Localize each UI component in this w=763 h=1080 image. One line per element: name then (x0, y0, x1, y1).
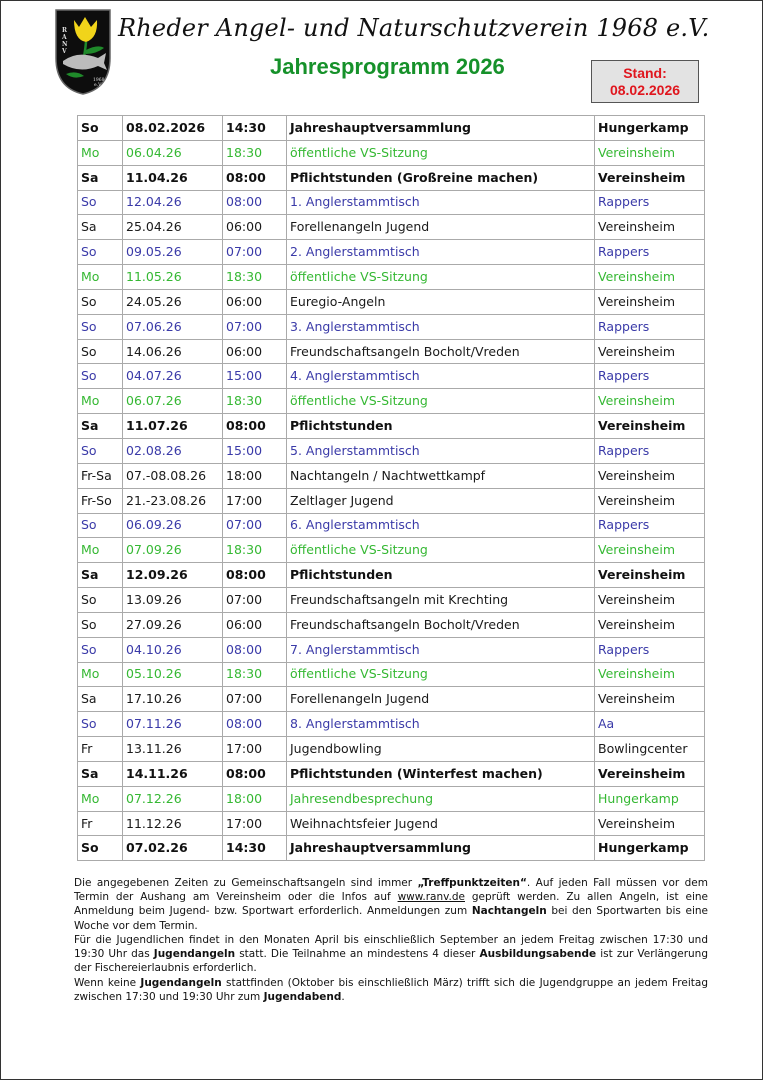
event-row (78, 389, 705, 414)
day-cell: So (78, 836, 123, 861)
location-cell: Rappers (595, 637, 705, 662)
day-cell: Mo (78, 662, 123, 687)
event-row (78, 588, 705, 613)
time-cell: 06:00 (223, 289, 287, 314)
date-cell: 13.09.26 (123, 588, 223, 613)
location-cell: Vereinsheim (595, 165, 705, 190)
location-cell: Rappers (595, 190, 705, 215)
event-row (78, 563, 705, 588)
day-cell: So (78, 116, 123, 141)
day-cell: So (78, 588, 123, 613)
svg-text:N: N (62, 41, 68, 48)
location-cell: Vereinsheim (595, 538, 705, 563)
time-cell: 18:30 (223, 389, 287, 414)
page-title: Jahresprogramm 2026 (270, 54, 505, 79)
event-cell: Pflichtstunden (Winterfest machen) (287, 761, 595, 786)
day-cell: So (78, 314, 123, 339)
time-cell: 06:00 (223, 339, 287, 364)
event-row (78, 438, 705, 463)
event-cell: Forellenangeln Jugend (287, 687, 595, 712)
date-cell: 02.08.26 (123, 438, 223, 463)
date-cell: 24.05.26 (123, 289, 223, 314)
time-cell: 15:00 (223, 364, 287, 389)
event-cell: Jahresendbesprechung (287, 786, 595, 811)
event-cell: öffentliche VS-Sitzung (287, 538, 595, 563)
time-cell: 17:00 (223, 488, 287, 513)
time-cell: 18:30 (223, 140, 287, 165)
event-cell: 7. Anglerstammtisch (287, 637, 595, 662)
day-cell: So (78, 289, 123, 314)
location-cell: Vereinsheim (595, 215, 705, 240)
logo-letters: R (62, 27, 67, 34)
location-cell: Vereinsheim (595, 389, 705, 414)
svg-text:e.V.: e.V. (94, 83, 102, 88)
date-cell: 05.10.26 (123, 662, 223, 687)
location-cell: Hungerkamp (595, 116, 705, 141)
event-cell: 5. Anglerstammtisch (287, 438, 595, 463)
event-row (78, 165, 705, 190)
time-cell: 18:00 (223, 786, 287, 811)
date-cell: 07.11.26 (123, 712, 223, 737)
date-cell: 09.05.26 (123, 240, 223, 265)
notes-paragraph-1: Die angegebenen Zeiten zu Gemeinschaftsangeln sind immer „Treffpunktzeiten“. Auf jeden Fall müssen vor dem Termin der Aushang am Vereinsheim oder die Infos auf www.ranv.de geprüft werden. Zu allen Angeln, ist eine Anmeldung beim Jugend- bzw. Sportwart erforderlich. Anmeldungen zum Nachtangeln bei den Sportwarten bis eine Woche vor dem Termin. (74, 877, 708, 932)
logo-year: 1968 (93, 78, 105, 83)
date-cell: 17.10.26 (123, 687, 223, 712)
day-cell: So (78, 240, 123, 265)
date-cell: 11.04.26 (123, 165, 223, 190)
time-cell: 18:00 (223, 463, 287, 488)
notes-paragraph-2: Für die Jugendlichen findet in den Monaten April bis einschließlich September an jedem Freitag zwischen 17:30 und 19:30 Uhr das Jugendangeln statt. Die Teilnahme an mindestens 4 dieser Ausbildungsabende ist zur Verlängerung der Fischereierlaubnis erforderlich. (74, 934, 708, 975)
event-cell: Jahreshauptversammlung (287, 836, 595, 861)
time-cell: 14:30 (223, 836, 287, 861)
location-cell: Rappers (595, 240, 705, 265)
event-row (78, 190, 705, 215)
event-cell: Pflichtstunden (287, 563, 595, 588)
day-cell: Sa (78, 761, 123, 786)
event-cell: Pflichtstunden (287, 414, 595, 439)
ausbildungsabende-highlight: Ausbildungsabende (479, 948, 597, 961)
event-row (78, 339, 705, 364)
time-cell: 08:00 (223, 190, 287, 215)
day-cell: Fr-So (78, 488, 123, 513)
day-cell: So (78, 712, 123, 737)
event-row (78, 414, 705, 439)
event-cell: 6. Anglerstammtisch (287, 513, 595, 538)
event-row (78, 265, 705, 290)
event-row (78, 712, 705, 737)
time-cell: 07:00 (223, 513, 287, 538)
day-cell: So (78, 339, 123, 364)
event-cell: Freundschaftsangeln Bocholt/Vreden (287, 339, 595, 364)
event-cell: 4. Anglerstammtisch (287, 364, 595, 389)
event-cell: öffentliche VS-Sitzung (287, 662, 595, 687)
location-cell: Rappers (595, 314, 705, 339)
location-cell: Vereinsheim (595, 811, 705, 836)
event-row (78, 786, 705, 811)
date-cell: 11.07.26 (123, 414, 223, 439)
time-cell: 18:30 (223, 538, 287, 563)
event-cell: 3. Anglerstammtisch (287, 314, 595, 339)
events-table (77, 115, 705, 861)
event-cell: Euregio-Angeln (287, 289, 595, 314)
notes-youth (74, 933, 708, 1004)
event-cell: 2. Anglerstammtisch (287, 240, 595, 265)
time-cell: 17:00 (223, 737, 287, 762)
event-row (78, 687, 705, 712)
event-row (78, 836, 705, 861)
event-cell: Jugendbowling (287, 737, 595, 762)
event-row (78, 289, 705, 314)
location-cell: Vereinsheim (595, 339, 705, 364)
event-cell: öffentliche VS-Sitzung (287, 140, 595, 165)
day-cell: Sa (78, 687, 123, 712)
day-cell: Sa (78, 563, 123, 588)
website-link[interactable]: www.ranv.de (397, 891, 465, 904)
time-cell: 08:00 (223, 712, 287, 737)
day-cell: Fr (78, 811, 123, 836)
date-cell: 07.02.26 (123, 836, 223, 861)
event-row (78, 538, 705, 563)
day-cell: Sa (78, 414, 123, 439)
time-cell: 06:00 (223, 612, 287, 637)
event-row (78, 761, 705, 786)
treffpunktzeiten-highlight: „Treffpunktzeiten“ (417, 877, 527, 889)
event-row (78, 637, 705, 662)
event-row (78, 811, 705, 836)
time-cell: 15:00 (223, 438, 287, 463)
date-cell: 11.12.26 (123, 811, 223, 836)
date-cell: 11.05.26 (123, 265, 223, 290)
day-cell: Sa (78, 215, 123, 240)
date-cell: 14.11.26 (123, 761, 223, 786)
date-cell: 13.11.26 (123, 737, 223, 762)
event-cell: Freundschaftsangeln mit Krechting (287, 588, 595, 613)
time-cell: 18:30 (223, 265, 287, 290)
location-cell: Vereinsheim (595, 588, 705, 613)
time-cell: 07:00 (223, 314, 287, 339)
event-row (78, 463, 705, 488)
location-cell: Vereinsheim (595, 662, 705, 687)
date-cell: 04.07.26 (123, 364, 223, 389)
jugendangeln-highlight: Jugendangeln (140, 976, 222, 989)
date-cell: 21.-23.08.26 (123, 488, 223, 513)
day-cell: Mo (78, 538, 123, 563)
event-row (78, 488, 705, 513)
day-cell: So (78, 438, 123, 463)
date-cell: 06.07.26 (123, 389, 223, 414)
time-cell: 08:00 (223, 637, 287, 662)
time-cell: 07:00 (223, 588, 287, 613)
event-cell: 1. Anglerstammtisch (287, 190, 595, 215)
event-cell: öffentliche VS-Sitzung (287, 265, 595, 290)
time-cell: 08:00 (223, 761, 287, 786)
event-cell: Weihnachtsfeier Jugend (287, 811, 595, 836)
club-logo (52, 8, 114, 96)
event-row (78, 364, 705, 389)
event-cell: öffentliche VS-Sitzung (287, 389, 595, 414)
location-cell: Rappers (595, 364, 705, 389)
date-cell: 27.09.26 (123, 612, 223, 637)
day-cell: So (78, 637, 123, 662)
location-cell: Rappers (595, 438, 705, 463)
day-cell: Mo (78, 265, 123, 290)
day-cell: Mo (78, 389, 123, 414)
svg-text:V: V (62, 48, 67, 55)
svg-text:A: A (62, 34, 67, 41)
date-cell: 06.09.26 (123, 513, 223, 538)
jugendabend-highlight: Jugendabend (263, 990, 342, 1003)
time-cell: 08:00 (223, 414, 287, 439)
location-cell: Vereinsheim (595, 612, 705, 637)
location-cell: Vereinsheim (595, 265, 705, 290)
time-cell: 18:30 (223, 662, 287, 687)
event-row (78, 513, 705, 538)
event-row (78, 662, 705, 687)
event-cell: 8. Anglerstammtisch (287, 712, 595, 737)
location-cell: Hungerkamp (595, 786, 705, 811)
time-cell: 17:00 (223, 811, 287, 836)
event-row (78, 116, 705, 141)
location-cell: Bowlingcenter (595, 737, 705, 762)
day-cell: Sa (78, 165, 123, 190)
date-cell: 07.06.26 (123, 314, 223, 339)
time-cell: 08:00 (223, 563, 287, 588)
event-cell: Forellenangeln Jugend (287, 215, 595, 240)
date-cell: 12.09.26 (123, 563, 223, 588)
date-cell: 25.04.26 (123, 215, 223, 240)
event-row (78, 140, 705, 165)
event-row (78, 314, 705, 339)
event-row (78, 240, 705, 265)
time-cell: 08:00 (223, 165, 287, 190)
club-name: Rheder Angel- und Naturschutzverein 1968 e.V. (118, 14, 710, 42)
time-cell: 07:00 (223, 687, 287, 712)
date-cell: 07.-08.08.26 (123, 463, 223, 488)
notes-meeting-times (74, 876, 708, 933)
date-cell: 06.04.26 (123, 140, 223, 165)
date-cell: 04.10.26 (123, 637, 223, 662)
event-row (78, 737, 705, 762)
stand-date: 08.02.2026 (609, 82, 681, 98)
location-cell: Vereinsheim (595, 414, 705, 439)
event-cell: Freundschaftsangeln Bocholt/Vreden (287, 612, 595, 637)
location-cell: Vereinsheim (595, 289, 705, 314)
event-cell: Jahreshauptversammlung (287, 116, 595, 141)
location-cell: Vereinsheim (595, 140, 705, 165)
location-cell: Vereinsheim (595, 463, 705, 488)
location-cell: Vereinsheim (595, 488, 705, 513)
event-cell: Pflichtstunden (Großreine machen) (287, 165, 595, 190)
day-cell: So (78, 364, 123, 389)
event-row (78, 215, 705, 240)
events-table-body (78, 116, 705, 861)
day-cell: Mo (78, 140, 123, 165)
time-cell: 06:00 (223, 215, 287, 240)
stand-box (591, 60, 699, 103)
day-cell: So (78, 190, 123, 215)
date-cell: 07.12.26 (123, 786, 223, 811)
time-cell: 14:30 (223, 116, 287, 141)
day-cell: Mo (78, 786, 123, 811)
event-cell: Nachtangeln / Nachtwettkampf (287, 463, 595, 488)
location-cell: Hungerkamp (595, 836, 705, 861)
location-cell: Aa (595, 712, 705, 737)
day-cell: Fr (78, 737, 123, 762)
event-cell: Zeltlager Jugend (287, 488, 595, 513)
day-cell: So (78, 612, 123, 637)
nachtangeln-highlight: Nachtangeln (471, 905, 547, 918)
date-cell: 08.02.2026 (123, 116, 223, 141)
location-cell: Vereinsheim (595, 687, 705, 712)
day-cell: Fr-Sa (78, 463, 123, 488)
location-cell: Vereinsheim (595, 761, 705, 786)
stand-label: Stand: (623, 65, 667, 81)
event-row (78, 612, 705, 637)
date-cell: 14.06.26 (123, 339, 223, 364)
day-cell: So (78, 513, 123, 538)
time-cell: 07:00 (223, 240, 287, 265)
date-cell: 12.04.26 (123, 190, 223, 215)
location-cell: Vereinsheim (595, 563, 705, 588)
jugendangeln-highlight: Jugendangeln (153, 948, 236, 961)
notes-paragraph-3: Wenn keine Jugendangeln stattfinden (Oktober bis einschließlich März) trifft sich die Jugendgruppe an jedem Freitag zwischen 17:30 und 19:30 Uhr zum Jugendabend. (74, 976, 708, 1003)
location-cell: Rappers (595, 513, 705, 538)
date-cell: 07.09.26 (123, 538, 223, 563)
